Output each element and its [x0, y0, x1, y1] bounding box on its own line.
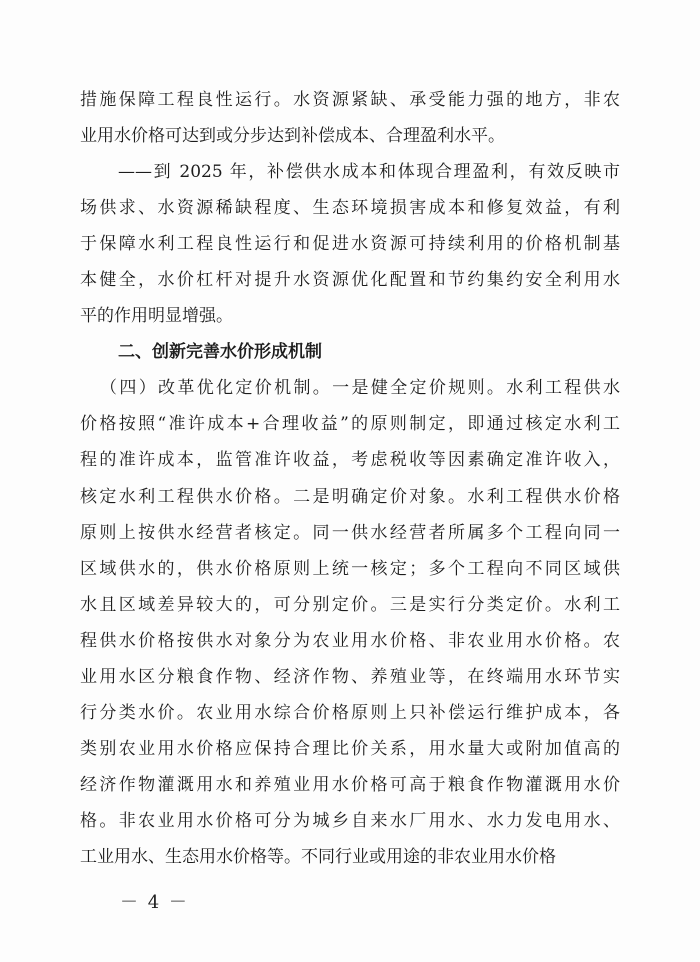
body-text-line: 工业用水、生态用水价格等。不同行业或用途的非农业用水价格: [80, 847, 556, 867]
body-text-line: 格。非农业用水价格可分为城乡自来水厂用水、水力发电用水、: [80, 811, 620, 831]
body-text-line: 措施保障工程良性运行。水资源紧缺、承受能力强的地方，非农: [80, 90, 620, 110]
body-text-line: 类别农业用水价格应保持合理比价关系，用水量大或附加值高的: [80, 739, 620, 759]
body-text-line: ——到 2025 年，补偿供水成本和体现合理盈利，有效反映市: [118, 162, 620, 182]
body-text-line: 本健全，水价杠杆对提升水资源优化配置和节约集约安全利用水: [80, 270, 620, 290]
page-number: － 4 －: [120, 892, 189, 913]
body-text-line: 程供水价格按供水对象分为农业用水价格、非农业用水价格。农: [80, 631, 620, 651]
body-text-line: 场供求、水资源稀缺程度、生态环境损害成本和修复效益，有利: [80, 198, 620, 218]
body-text-line: 业用水价格可达到或分步达到补偿成本、合理盈利水平。: [80, 126, 505, 146]
section-heading: 二、创新完善水价形成机制: [118, 342, 322, 362]
body-text-line: 行分类水价。农业用水综合价格原则上只补偿运行维护成本，各: [80, 703, 620, 723]
body-text-line: 经济作物灌溉用水和养殖业用水价格可高于粮食作物灌溉用水价: [80, 775, 620, 795]
body-text-line: 于保障水利工程良性运行和促进水资源可持续利用的价格机制基: [80, 234, 620, 254]
body-text-line: （四）改革优化定价机制。一是健全定价规则。水利工程供水: [100, 378, 620, 398]
body-text-line: 价格按照“准许成本+合理收益”的原则制定，即通过核定水利工: [80, 414, 620, 434]
body-text-line: 水且区域差异较大的，可分别定价。三是实行分类定价。水利工: [80, 595, 620, 615]
body-text-line: 核定水利工程供水价格。二是明确定价对象。水利工程供水价格: [80, 487, 620, 507]
body-text-line: 业用水区分粮食作物、经济作物、养殖业等，在终端用水环节实: [80, 667, 620, 687]
body-text-line: 平的作用明显增强。: [80, 306, 233, 326]
body-text-line: 原则上按供水经营者核定。同一供水经营者所属多个工程向同一: [80, 523, 620, 543]
body-text-line: 区域供水的，供水价格原则上统一核定；多个工程向不同区域供: [80, 559, 620, 579]
body-text-line: 程的准许成本，监管准许收益，考虑税收等因素确定准许收入，: [80, 450, 620, 470]
